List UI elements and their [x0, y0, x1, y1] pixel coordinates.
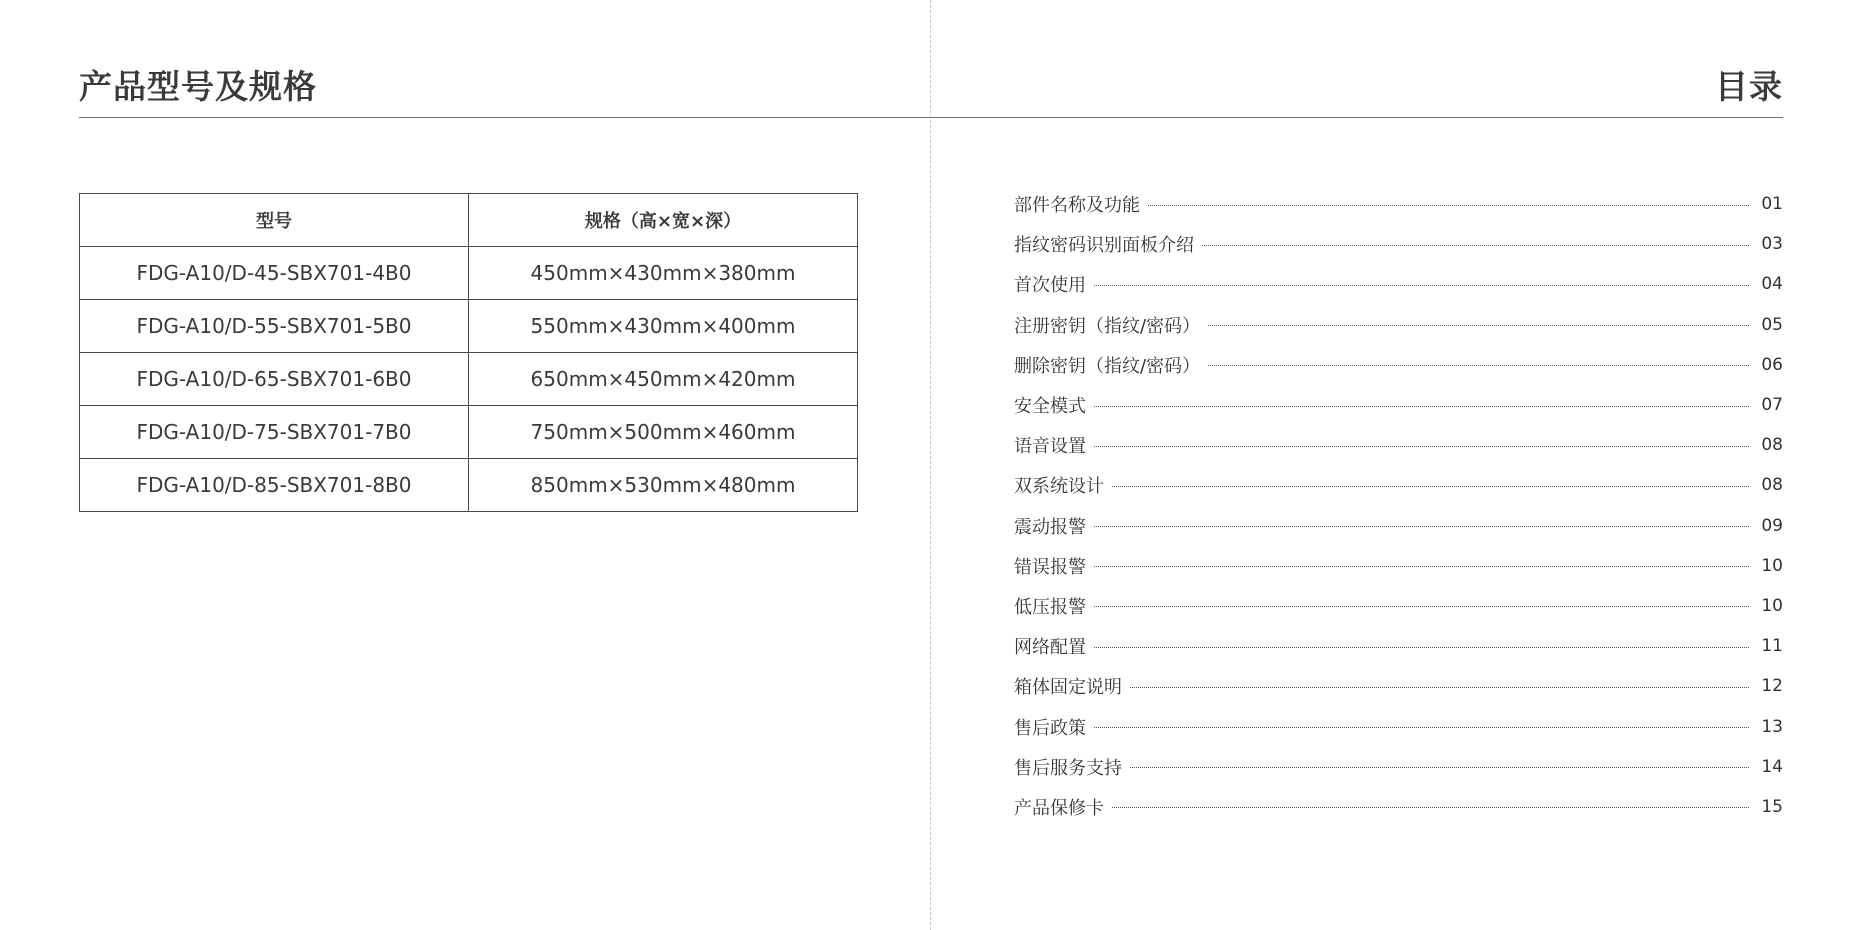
table-header-row — [80, 194, 858, 247]
dot-leader — [1130, 687, 1749, 688]
toc-entry-title: 删除密钥（指纹/密码） — [1014, 355, 1201, 377]
toc-entry[interactable] — [1014, 345, 1783, 385]
cell-spec: 750mm×500mm×460mm — [469, 406, 858, 459]
table-row — [80, 353, 858, 406]
toc-entry[interactable] — [1014, 747, 1783, 787]
toc-entry[interactable] — [1014, 506, 1783, 546]
toc-page-number: 06 — [1761, 354, 1783, 375]
header-model: 型号 — [80, 194, 469, 247]
toc-page-number: 05 — [1761, 314, 1783, 335]
toc-entry-title: 注册密钥（指纹/密码） — [1014, 315, 1201, 337]
spec-table — [79, 193, 858, 512]
page-title-models: 产品型号及规格 — [79, 67, 317, 106]
toc-page-number: 08 — [1761, 475, 1783, 496]
toc-page-number: 11 — [1761, 636, 1783, 657]
toc-page-number: 01 — [1761, 194, 1783, 215]
toc-entry-title: 震动报警 — [1014, 516, 1086, 538]
header-spec: 规格（高×宽×深） — [469, 194, 858, 247]
toc-entry[interactable] — [1014, 546, 1783, 586]
table-row — [80, 406, 858, 459]
toc-entry-title: 部件名称及功能 — [1014, 195, 1140, 217]
toc-page-number: 13 — [1761, 716, 1783, 737]
table-row — [80, 459, 858, 512]
dot-leader — [1094, 446, 1749, 447]
toc-page-number: 10 — [1761, 595, 1783, 616]
dot-leader — [1094, 285, 1749, 286]
dot-leader — [1112, 486, 1749, 487]
dot-leader — [1094, 526, 1749, 527]
toc-entry[interactable] — [1014, 626, 1783, 666]
toc-entry[interactable] — [1014, 706, 1783, 746]
cell-model: FDG-A10/D-65-SBX701-6B0 — [80, 353, 469, 406]
dot-leader — [1112, 807, 1749, 808]
toc-entry-title: 双系统设计 — [1014, 476, 1104, 498]
toc-page-number: 04 — [1761, 274, 1783, 295]
cell-model: FDG-A10/D-85-SBX701-8B0 — [80, 459, 469, 512]
cell-model: FDG-A10/D-75-SBX701-7B0 — [80, 406, 469, 459]
dot-leader — [1094, 727, 1749, 728]
toc-page-number: 14 — [1761, 756, 1783, 777]
toc-entry-title: 箱体固定说明 — [1014, 677, 1122, 699]
toc-entry[interactable] — [1014, 224, 1783, 264]
toc-entry[interactable] — [1014, 425, 1783, 465]
toc-page-number: 09 — [1761, 515, 1783, 536]
toc-page-number: 12 — [1761, 676, 1783, 697]
table-of-contents — [1014, 184, 1783, 827]
toc-entry-title: 低压报警 — [1014, 596, 1086, 618]
toc-entry-title: 语音设置 — [1014, 436, 1086, 458]
toc-entry[interactable] — [1014, 666, 1783, 706]
cell-model: FDG-A10/D-55-SBX701-5B0 — [80, 300, 469, 353]
toc-page-number: 07 — [1761, 395, 1783, 416]
dot-leader — [1094, 566, 1749, 567]
toc-entry[interactable] — [1014, 184, 1783, 224]
dot-leader — [1094, 647, 1749, 648]
toc-entry[interactable] — [1014, 264, 1783, 304]
toc-entry-title: 错误报警 — [1014, 556, 1086, 578]
toc-page-number: 03 — [1761, 234, 1783, 255]
dot-leader — [1208, 365, 1749, 366]
toc-entry-title: 指纹密码识别面板介绍 — [1014, 235, 1194, 257]
toc-page-number: 08 — [1761, 435, 1783, 456]
cell-spec: 550mm×430mm×400mm — [469, 300, 858, 353]
toc-entry-title: 安全模式 — [1014, 396, 1086, 418]
toc-entry-title: 产品保修卡 — [1014, 797, 1104, 819]
toc-entry[interactable] — [1014, 305, 1783, 345]
dot-leader — [1130, 767, 1749, 768]
toc-page-number: 10 — [1761, 555, 1783, 576]
cell-spec: 450mm×430mm×380mm — [469, 247, 858, 300]
toc-entry[interactable] — [1014, 385, 1783, 425]
title-underline — [930, 117, 1783, 118]
title-underline — [79, 117, 930, 118]
cell-model: FDG-A10/D-45-SBX701-4B0 — [80, 247, 469, 300]
dot-leader — [1094, 606, 1749, 607]
toc-entry-title: 售后政策 — [1014, 717, 1086, 739]
table-row — [80, 247, 858, 300]
dot-leader — [1148, 205, 1749, 206]
toc-entry[interactable] — [1014, 586, 1783, 626]
dot-leader — [1202, 245, 1749, 246]
toc-entry-title: 网络配置 — [1014, 637, 1086, 659]
page-title-contents: 目录 — [1715, 67, 1783, 106]
dot-leader — [1094, 406, 1749, 407]
toc-entry[interactable] — [1014, 787, 1783, 827]
table-row — [80, 300, 858, 353]
right-page — [930, 0, 1860, 930]
cell-spec: 850mm×530mm×480mm — [469, 459, 858, 512]
toc-entry[interactable] — [1014, 465, 1783, 505]
dot-leader — [1208, 325, 1749, 326]
toc-entry-title: 首次使用 — [1014, 275, 1086, 297]
toc-entry-title: 售后服务支持 — [1014, 757, 1122, 779]
toc-page-number: 15 — [1761, 796, 1783, 817]
cell-spec: 650mm×450mm×420mm — [469, 353, 858, 406]
